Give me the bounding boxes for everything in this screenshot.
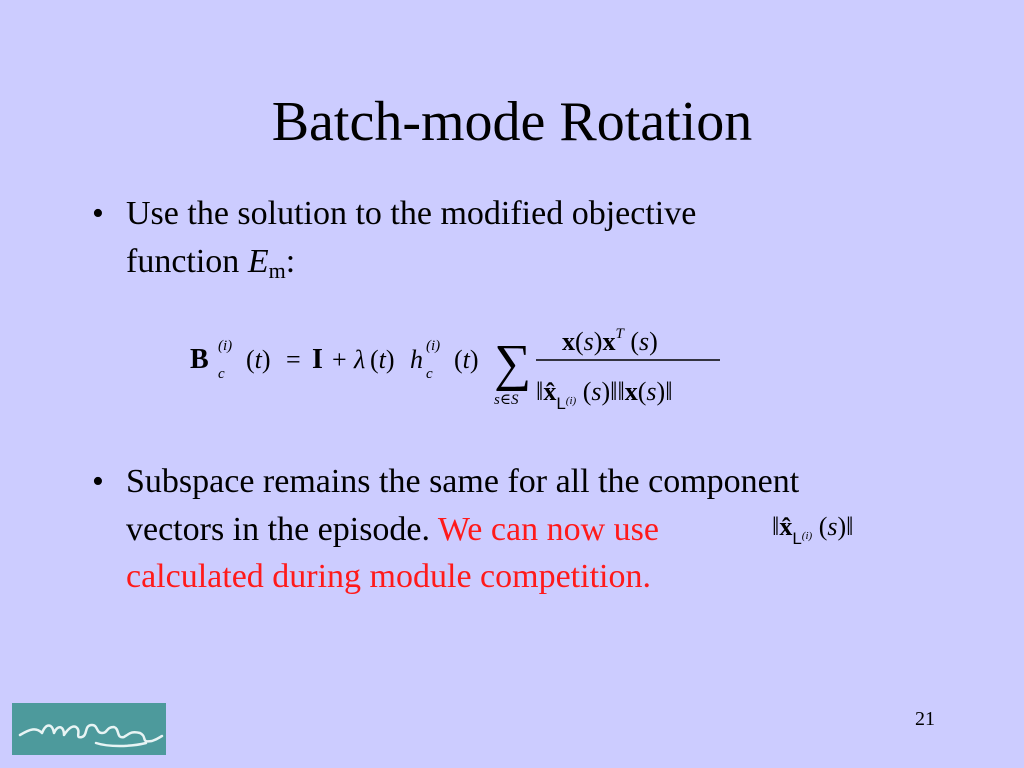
bullet-1-prefix: function <box>126 242 248 280</box>
bullet-1-text <box>126 190 696 286</box>
eq-h-subscript: c <box>426 366 433 382</box>
bullet-2-text <box>126 458 799 601</box>
inline-norm-expression <box>770 503 880 557</box>
eq-equals: = <box>286 345 301 374</box>
bullet-1-suffix: : <box>285 242 296 280</box>
bullet-2-line-1: Subspace remains the same for all the component <box>126 463 800 500</box>
eq-lambda-arg: (t) <box>370 345 395 374</box>
eq-h-superscript: (i) <box>426 338 441 354</box>
eq-plus: + <box>332 345 347 374</box>
objective-variable: E <box>247 242 269 280</box>
eq-B: B <box>190 344 209 375</box>
inline-norm-text: $‖x̂_L(i)$ (s)‖ <box>772 512 854 548</box>
bullet-1 <box>92 190 832 290</box>
objective-subscript: m <box>268 257 286 283</box>
bullet-2-line-2 <box>126 506 799 554</box>
eq-sum: ∑ <box>494 335 532 392</box>
bullet-marker: • <box>92 463 104 500</box>
rotation-equation <box>188 320 728 420</box>
eq-h-arg: (t) <box>454 345 479 374</box>
bullet-marker: • <box>92 195 104 232</box>
bullet-2-red-text: We can now use <box>437 510 659 548</box>
bullet-1-line-2 <box>126 238 696 287</box>
eq-numerator: $x(s)x^T$ (s) <box>562 326 658 356</box>
eq-B-arg: (t) <box>246 345 271 374</box>
bullet-2-line-3: calculated during module competition. <box>126 558 651 596</box>
eq-B-subscript: c <box>218 366 225 382</box>
eq-B-superscript: (i) <box>218 338 233 354</box>
bullet-2-black-text: vectors in the episode. <box>126 510 438 548</box>
eq-lambda: λ <box>354 345 366 374</box>
bullet-1-line-1: Use the solution to the modified objective <box>126 195 697 232</box>
eq-denominator: $‖x̂_L(i)$ (s)‖‖x(s)‖ <box>536 377 673 413</box>
slide-title: Batch-mode Rotation <box>271 91 753 153</box>
eq-identity: I <box>312 344 323 375</box>
eq-sum-index: s∈S <box>494 392 519 408</box>
musc-logo <box>12 703 166 755</box>
eq-h: h <box>410 345 423 374</box>
page-number: 21 <box>915 708 935 730</box>
